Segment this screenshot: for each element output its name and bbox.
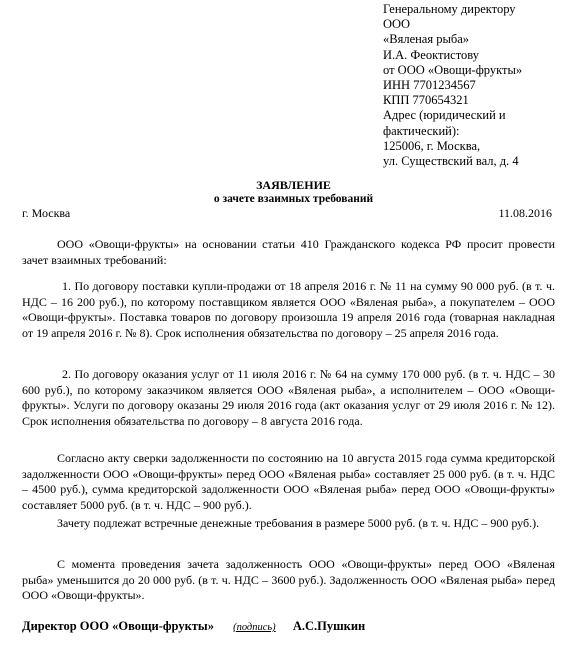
addressee-line: ул. Существский вал, д. 4	[383, 154, 519, 169]
signature-line	[22, 619, 365, 635]
paragraph-item-1	[22, 279, 555, 341]
addressee-line: «Вяленая рыба»	[383, 32, 470, 47]
paragraph-text: 2. По договору оказания услуг от 11 июля 2016 г. № 64 на сумму 170 000 руб. (в т. ч. НДС – 30 600 руб.), по которому заказчиком является ООО «Вяленая рыба», а исполнителем – ООО «Овощи-фрукты». Услуги по договору оказаны 29 июля 2016 года (акт оказания услуг от 29 июля 2016 г. № 12). Срок исполнения обязательства по договору – 8 августа 2016 года.	[22, 367, 555, 428]
offset-amount-paragraph	[22, 516, 555, 532]
paragraph-text: ООО «Овощи-фрукты» на основании статьи 410 Гражданского кодекса РФ просит провести зачет взаимных требований:	[22, 237, 555, 267]
signatory-position: Директор ООО «Овощи-фрукты»	[22, 619, 214, 633]
addressee-line: 125006, г. Москва,	[383, 138, 481, 153]
document-title-block	[0, 178, 587, 206]
addressee-block	[383, 2, 583, 169]
document-date: 11.08.2016	[498, 206, 552, 220]
document-city: г. Москва	[22, 206, 71, 220]
addressee-line: И.А. Феоктистову	[383, 47, 479, 62]
addressee-line: ИНН 7701234567	[383, 78, 476, 93]
addressee-line: Адрес (юридический и фактический):	[383, 108, 506, 138]
paragraph-text: С момента проведения зачета задолженность ООО «Овощи-фрукты» перед ООО «Вяленая рыба» уменьшится до 20 000 руб. (в т. ч. НДС – 3600 руб.). Задолженность ООО «Вяленая рыба» перед ООО «Овощи-фрукты».	[22, 557, 555, 602]
addressee-line: ООО	[383, 17, 411, 32]
reconciliation-paragraph	[22, 451, 555, 513]
intro-paragraph	[22, 237, 555, 268]
document-subtitle: о зачете взаимных требований	[213, 193, 374, 205]
addressee-line: КПП 770654321	[383, 93, 469, 108]
addressee-line: от ООО «Овощи-фрукты»	[383, 62, 523, 77]
addressee-line: Генеральному директору	[383, 2, 516, 16]
document-title: ЗАЯВЛЕНИЕ	[256, 178, 331, 192]
signature-placeholder: (подпись)	[233, 622, 276, 633]
paragraph-text: Зачету подлежат встречные денежные требования в размере 5000 руб. (в т. ч. НДС – 900 руб.).	[57, 516, 540, 530]
paragraph-text: Согласно акту сверки задолженности по состоянию на 10 августа 2015 года сумма кредиторской задолженности ООО «Овощи-фрукты» перед ООО «Вяленая рыба» составляет 25 000 руб. (в т. ч. НДС – 4500 руб.), сумма кредиторской задолженности ООО «Вяленая рыба» перед ООО «Овощи-фрукты» составляет 5000 руб. (в т. ч. НДС – 900 руб.).	[22, 451, 555, 512]
paragraph-text: 1. По договору поставки купли-продажи от 18 апреля 2016 г. № 11 на сумму 90 000 руб. (в т. ч. НДС – 16 200 руб.), по которому поставщиком является ООО «Вяленая рыба», а покупателем – ООО «Овощи-фрукты». Поставка товаров по договору произошла 19 апреля 2016 года (товарная накладная от 19 апреля 2016 г. № 8). Срок исполнения обязательства по договору – 25 апреля 2016 года.	[22, 279, 555, 340]
paragraph-item-2	[22, 367, 555, 429]
result-paragraph	[22, 557, 555, 604]
signatory-name: А.С.Пушкин	[292, 619, 366, 633]
